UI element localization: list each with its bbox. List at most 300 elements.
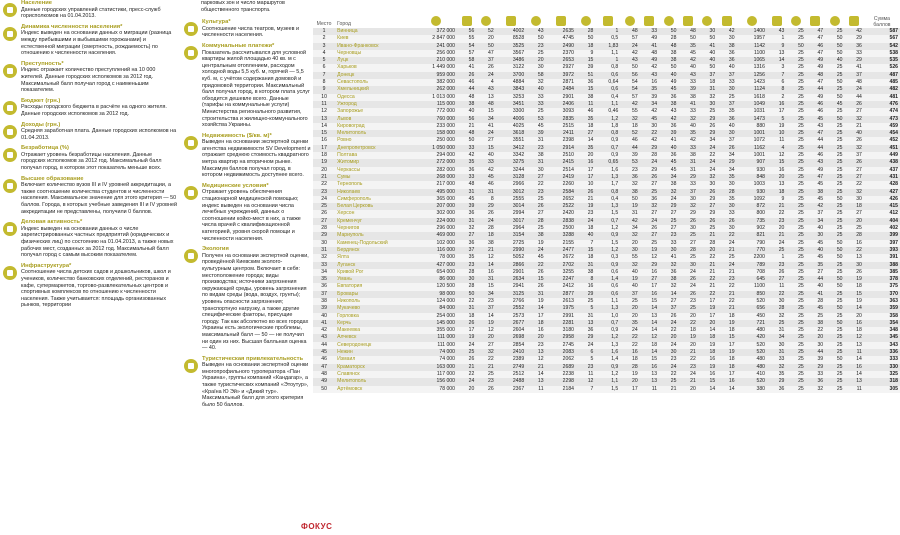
value-cell: 30 xyxy=(659,247,678,254)
value-cell: 30 xyxy=(717,130,736,137)
value-cell: 57 xyxy=(620,35,639,42)
legend-text: Отражает уровень обеспечения стационарной медицинской помощью; индекс выведен на основании числа лечебных учреждений, данных о соотношении койко-мест в них, а также числа врачей с квалификационной категорией, уровня скорой помощи и численности населения. xyxy=(202,189,301,242)
value-cell: 26 xyxy=(476,386,495,393)
value-cell: 31 xyxy=(457,218,476,225)
value-cell: 1,6 xyxy=(595,349,620,356)
value-cell: 38 xyxy=(526,232,545,239)
place-cell: 38 xyxy=(313,298,335,305)
value-cell: 1400 xyxy=(737,28,767,35)
legend-entry xyxy=(2,61,178,94)
value-cell: 16 xyxy=(526,327,545,334)
value-cell: 27 xyxy=(526,210,545,217)
value-cell: 30 xyxy=(698,28,717,35)
value-cell: 29 xyxy=(576,291,595,298)
place-cell: 13 xyxy=(313,116,335,123)
header-criterion xyxy=(825,0,844,28)
value-cell: 24 xyxy=(659,196,678,203)
score-cell: 485 xyxy=(864,79,900,86)
value-cell: 44 xyxy=(844,94,863,101)
value-cell: 25 xyxy=(698,225,717,232)
value-cell: 19 xyxy=(698,342,717,349)
value-cell: 16 xyxy=(620,349,639,356)
value-cell: 17 xyxy=(717,371,736,378)
value-cell: 1001 xyxy=(737,130,767,137)
value-cell: 38 xyxy=(717,43,736,50)
value-cell: 12 xyxy=(476,254,495,261)
value-cell: 13 xyxy=(767,181,786,188)
value-cell: 145 000 xyxy=(415,320,457,327)
value-cell: 262 000 xyxy=(415,86,457,93)
value-cell: 18 xyxy=(698,349,717,356)
value-cell: 47 xyxy=(806,79,825,86)
value-cell: 29 xyxy=(698,210,717,217)
value-cell: 1,2 xyxy=(595,225,620,232)
value-cell: 21 xyxy=(717,305,736,312)
value-cell: 25 xyxy=(640,240,659,247)
value-cell: 45 xyxy=(526,254,545,261)
value-cell: 0,65 xyxy=(595,159,620,166)
value-cell: 46 xyxy=(806,152,825,159)
value-cell: 18 xyxy=(576,43,595,50)
value-cell: 41 xyxy=(640,43,659,50)
value-cell: 50 xyxy=(526,35,545,42)
value-cell: 0,4 xyxy=(595,196,620,203)
value-cell: 32 xyxy=(844,145,863,152)
legend-entry xyxy=(183,19,311,39)
value-cell: 930 xyxy=(737,167,767,174)
value-cell: 1,83 xyxy=(595,43,620,50)
value-cell: 48 xyxy=(457,181,476,188)
value-cell: 19 xyxy=(620,371,639,378)
value-cell: 7 xyxy=(576,240,595,247)
value-cell: 18 xyxy=(678,327,697,334)
handcuffs-icon xyxy=(481,16,491,26)
header-criterion xyxy=(620,0,639,28)
value-cell: 49 xyxy=(659,79,678,86)
value-cell: 42 xyxy=(844,28,863,35)
value-cell: 18 xyxy=(844,327,863,334)
value-cell: 26 xyxy=(457,320,476,327)
value-cell: 20 xyxy=(526,57,545,64)
header-criterion xyxy=(698,0,717,28)
value-cell: 34 xyxy=(620,225,639,232)
value-cell: 1975 xyxy=(546,305,576,312)
value-cell: 33 xyxy=(476,159,495,166)
legend-entry xyxy=(183,43,311,129)
value-cell: 13 xyxy=(576,320,595,327)
value-cell: 37 xyxy=(717,101,736,108)
value-cell: 17 xyxy=(698,313,717,320)
value-cell: 18 xyxy=(576,225,595,232)
legend-entry xyxy=(2,145,178,171)
score-cell: 385 xyxy=(864,269,900,276)
value-cell: 54 xyxy=(620,86,639,93)
value-cell: 35 xyxy=(457,254,476,261)
value-cell: 25 xyxy=(825,28,844,35)
value-cell: 50 xyxy=(825,240,844,247)
value-cell: 27 xyxy=(576,130,595,137)
value-cell: 29 xyxy=(678,174,697,181)
value-cell: 25 xyxy=(786,64,805,71)
city-cell: Севастополь xyxy=(335,79,415,86)
value-cell: 18 xyxy=(717,356,736,363)
score-cell: 487 xyxy=(864,72,900,79)
value-cell: 25 xyxy=(717,94,736,101)
place-cell: 26 xyxy=(313,210,335,217)
value-cell: 25 xyxy=(786,72,805,79)
header-criterion xyxy=(786,0,805,28)
score-cell: 330 xyxy=(864,364,900,371)
value-cell: 40 xyxy=(717,64,736,71)
value-cell: 42 xyxy=(640,108,659,115)
city-cell: Нежин xyxy=(335,349,415,356)
value-cell: 27 xyxy=(844,108,863,115)
value-cell: 21 xyxy=(698,283,717,290)
value-cell: 42 xyxy=(620,218,639,225)
value-cell: 15 xyxy=(476,283,495,290)
value-cell: 1,1 xyxy=(595,298,620,305)
value-cell: 26 xyxy=(526,203,545,210)
value-cell: 26 xyxy=(476,64,495,71)
value-cell: 25 xyxy=(786,276,805,283)
value-cell: 25 xyxy=(806,313,825,320)
value-cell: 20 xyxy=(844,313,863,320)
value-cell: 25 xyxy=(825,152,844,159)
value-cell: 7 xyxy=(767,72,786,79)
value-cell: 25 xyxy=(825,145,844,152)
place-cell: 27 xyxy=(313,218,335,225)
city-cell: Сумы xyxy=(335,174,415,181)
value-cell: 25 xyxy=(786,378,805,385)
value-cell: 28 xyxy=(767,305,786,312)
table-row xyxy=(313,152,900,159)
city-cell: Горловка xyxy=(335,313,415,320)
value-cell: 16 xyxy=(698,371,717,378)
value-cell: 28 xyxy=(678,247,697,254)
table-row xyxy=(313,43,900,50)
handcuffs-icon xyxy=(3,64,17,78)
value-cell: 24 xyxy=(659,342,678,349)
value-cell: 1,2 xyxy=(595,116,620,123)
value-cell: 1,3 xyxy=(595,305,620,312)
value-cell: 25 xyxy=(786,232,805,239)
value-cell: 163 000 xyxy=(415,364,457,371)
value-cell: 25 xyxy=(825,159,844,166)
value-cell: 1,0 xyxy=(595,313,620,320)
value-cell: 372 000 xyxy=(415,28,457,35)
legend-title: Бюджет (грн.) xyxy=(21,97,61,104)
score-cell: 482 xyxy=(864,86,900,93)
score-cell: 452 xyxy=(864,137,900,144)
value-cell: 26 xyxy=(698,189,717,196)
value-cell: 2367 xyxy=(496,386,526,393)
value-cell: 34 xyxy=(767,334,786,341)
value-cell: 33 xyxy=(844,50,863,57)
city-cell: Бердянск xyxy=(335,247,415,254)
value-cell: 17 xyxy=(576,167,595,174)
header-criterion xyxy=(767,0,786,28)
value-cell: 18 xyxy=(844,203,863,210)
value-cell: 46 xyxy=(806,108,825,115)
value-cell: 25 xyxy=(786,349,805,356)
value-cell: 772 000 xyxy=(415,108,457,115)
legend-entry xyxy=(2,176,178,216)
value-cell: 654 000 xyxy=(415,269,457,276)
value-cell: 18 xyxy=(476,232,495,239)
value-cell: 2725 xyxy=(496,240,526,247)
value-cell: 25 xyxy=(678,254,697,261)
value-cell: 3486 xyxy=(496,57,526,64)
value-cell: 520 xyxy=(737,298,767,305)
value-cell: 48 xyxy=(844,79,863,86)
value-cell: 19 xyxy=(457,334,476,341)
value-cell: 20 xyxy=(678,386,697,393)
value-cell: 2702 xyxy=(546,262,576,269)
value-cell: 38 xyxy=(476,240,495,247)
value-cell: 20 xyxy=(698,247,717,254)
score-cell: 481 xyxy=(864,94,900,101)
place-cell: 5 xyxy=(313,57,335,64)
value-cell: 40 xyxy=(698,50,717,57)
table-row xyxy=(313,320,900,327)
legend-text: Выведен на основании экспертной оценки агентства недвижимости SV Development и отражает среднюю стоимость квадратного метра квартир на вторичном рынке. Максимум баллов получал город, в котором недвижимость доступнее всего. xyxy=(202,139,311,179)
score-cell: 375 xyxy=(864,283,900,290)
city-cell: Бровары xyxy=(335,291,415,298)
value-cell: 25 xyxy=(767,320,786,327)
legend-title: Коммунальные платежи* xyxy=(202,42,275,49)
value-cell: 21 xyxy=(698,269,717,276)
value-cell: 24 xyxy=(678,269,697,276)
city-cell: Херсон xyxy=(335,210,415,217)
value-cell: 46 xyxy=(806,101,825,108)
legend-title: Экология xyxy=(202,246,229,253)
value-cell: 27 xyxy=(640,181,659,188)
value-cell: 20 xyxy=(806,334,825,341)
table-row xyxy=(313,225,900,232)
value-cell: 30 xyxy=(620,247,639,254)
value-cell: 25 xyxy=(825,72,844,79)
table-row xyxy=(313,283,900,290)
table-row xyxy=(313,371,900,378)
place-cell: 29 xyxy=(313,232,335,239)
value-cell: 25 xyxy=(786,35,805,42)
value-cell: 18 xyxy=(576,254,595,261)
value-cell: 31 xyxy=(576,313,595,320)
score-cell: 354 xyxy=(864,320,900,327)
value-cell: 14 xyxy=(640,349,659,356)
legend-title: Динамика численности населения* xyxy=(21,23,123,30)
score-cell: 415 xyxy=(864,203,900,210)
value-cell: 21 xyxy=(476,364,495,371)
value-cell: 34 xyxy=(698,137,717,144)
value-cell: 39 xyxy=(640,94,659,101)
value-cell: 2484 xyxy=(546,86,576,93)
value-cell: 22 xyxy=(678,320,697,327)
value-cell: 760 000 xyxy=(415,116,457,123)
value-cell: 25 xyxy=(786,79,805,86)
value-cell: 18 xyxy=(767,189,786,196)
score-cell: 343 xyxy=(864,342,900,349)
value-cell: 27 xyxy=(457,232,476,239)
header-criterion xyxy=(659,0,678,28)
value-cell: 2155 xyxy=(546,240,576,247)
value-cell: 656 xyxy=(737,305,767,312)
value-cell: 29 xyxy=(640,145,659,152)
place-cell: 44 xyxy=(313,342,335,349)
value-cell: 2 xyxy=(767,94,786,101)
value-cell: 32 xyxy=(698,174,717,181)
value-cell: 790 xyxy=(737,240,767,247)
value-cell: 21 xyxy=(717,247,736,254)
value-cell: 16 xyxy=(767,101,786,108)
value-cell: 31 xyxy=(767,349,786,356)
value-cell: 28 xyxy=(476,225,495,232)
legend-title: Преступность* xyxy=(21,60,64,67)
value-cell: 24 xyxy=(659,364,678,371)
table-row xyxy=(313,137,900,144)
value-cell: 2398 xyxy=(546,137,576,144)
value-cell: 29 xyxy=(717,159,736,166)
value-cell: 35 xyxy=(806,262,825,269)
value-cell: 25 xyxy=(825,342,844,349)
value-cell: 31 xyxy=(526,159,545,166)
value-cell: 42 xyxy=(640,137,659,144)
value-cell: 233 000 xyxy=(415,123,457,130)
value-cell: 1,4 xyxy=(595,276,620,283)
value-cell: 23 xyxy=(767,218,786,225)
value-cell: 26 xyxy=(844,159,863,166)
value-cell: 3567 xyxy=(496,50,526,57)
legend-title: Недвижимость ($/кв. м)* xyxy=(202,132,272,139)
value-cell: 25 xyxy=(526,108,545,115)
value-cell: 721 xyxy=(737,320,767,327)
value-cell: 254 000 xyxy=(415,313,457,320)
value-cell: 21 xyxy=(698,232,717,239)
value-cell: 50 xyxy=(698,64,717,71)
value-cell: 50 xyxy=(457,137,476,144)
value-cell: 25 xyxy=(825,181,844,188)
value-cell: 27 xyxy=(844,174,863,181)
helmet-icon xyxy=(3,222,17,236)
city-cell: Ужгород xyxy=(335,101,415,108)
value-cell: 25 xyxy=(825,232,844,239)
value-cell: 2766 xyxy=(496,298,526,305)
value-cell: 207 000 xyxy=(415,203,457,210)
value-cell: 1 050 000 xyxy=(415,145,457,152)
place-cell: 2 xyxy=(313,35,335,42)
value-cell: 25 xyxy=(786,298,805,305)
table-row xyxy=(313,247,900,254)
value-cell: 49 xyxy=(806,64,825,71)
value-cell: 40 xyxy=(678,64,697,71)
city-cell: Северодонецк xyxy=(335,342,415,349)
place-cell: 10 xyxy=(313,94,335,101)
value-cell: 5 xyxy=(767,116,786,123)
value-cell: 1 xyxy=(767,35,786,42)
value-cell: 24 xyxy=(620,43,639,50)
score-cell: 587 xyxy=(864,28,900,35)
value-cell: 48 xyxy=(678,28,697,35)
value-cell: 6 xyxy=(576,349,595,356)
value-cell: 32 xyxy=(620,116,639,123)
value-cell: 1065 xyxy=(737,57,767,64)
value-cell: 45 xyxy=(806,305,825,312)
value-cell: 25 xyxy=(767,247,786,254)
value-cell: 38 xyxy=(659,181,678,188)
table-header-row xyxy=(313,0,900,28)
city-cell: Донецк xyxy=(335,72,415,79)
value-cell: 42 xyxy=(620,101,639,108)
value-cell: 450 xyxy=(737,313,767,320)
value-cell: 25 xyxy=(786,386,805,393)
value-cell: 25 xyxy=(825,123,844,130)
value-cell: 46 xyxy=(620,137,639,144)
value-cell: 24 xyxy=(640,218,659,225)
value-cell: 1,8 xyxy=(595,123,620,130)
value-cell: 20 xyxy=(767,174,786,181)
value-cell: 4002 xyxy=(496,28,526,35)
score-cell: 359 xyxy=(864,305,900,312)
value-cell: 30 xyxy=(526,167,545,174)
value-cell: 17 xyxy=(620,386,639,393)
value-cell: 26 xyxy=(717,218,736,225)
value-cell: 2749 xyxy=(496,364,526,371)
legend-text: Средняя заработная плата. Данные городских исполкомов на 01.04.2013. xyxy=(21,128,177,141)
value-cell: 18 xyxy=(717,313,736,320)
value-cell: 45 xyxy=(678,50,697,57)
value-cell: 26 xyxy=(476,210,495,217)
value-cell: 22 xyxy=(526,262,545,269)
value-cell: 21 xyxy=(698,262,717,269)
value-cell: 50 xyxy=(476,43,495,50)
helmet-icon xyxy=(603,16,613,26)
value-cell: 0,64 xyxy=(595,79,620,86)
value-cell: 25 xyxy=(717,254,736,261)
value-cell: 48 xyxy=(457,94,476,101)
header-criterion xyxy=(526,0,545,28)
place-cell: 35 xyxy=(313,276,335,283)
value-cell: 1,6 xyxy=(595,167,620,174)
table-row xyxy=(313,50,900,57)
value-cell: 58 xyxy=(457,57,476,64)
score-cell: 305 xyxy=(864,386,900,393)
value-cell: 25 xyxy=(526,225,545,232)
value-cell: 22 xyxy=(457,371,476,378)
value-cell: 15 xyxy=(844,291,863,298)
value-cell: 41 xyxy=(678,101,697,108)
value-cell: 256 000 xyxy=(415,50,457,57)
value-cell: 23 xyxy=(526,43,545,50)
city-cell: Черкассы xyxy=(335,167,415,174)
value-cell: 25 xyxy=(457,349,476,356)
table-row xyxy=(313,378,900,385)
value-cell: 25 xyxy=(786,225,805,232)
value-cell: 33 xyxy=(678,181,697,188)
value-cell: 40 xyxy=(825,57,844,64)
value-cell: 25 xyxy=(786,167,805,174)
place-cell: 48 xyxy=(313,371,335,378)
table-row xyxy=(313,364,900,371)
value-cell: 0,5 xyxy=(595,35,620,42)
value-cell: 19 xyxy=(717,320,736,327)
value-cell: 14 xyxy=(698,327,717,334)
value-cell: 53 xyxy=(620,159,639,166)
value-cell: 22 xyxy=(526,181,545,188)
value-cell: 25 xyxy=(825,386,844,393)
value-cell: 22 xyxy=(457,298,476,305)
city-cell: Кременчуг xyxy=(335,218,415,225)
legend-text: Получен на основании экспертной оценки, проведённой Киевским эколого-культурным центром. Включает в себя: местоположение города; виды производства; источники загрязнения окружающей среды, уровень загрязнения по видам среды (вода, воздух, грунты); уровень опасности загрязнения; транспортную нагрузку, а также другие специфические факторы, присущие городу. Так как абсолютно во всех городах Украины есть экологические проблемы, максимальный балл — 50 — не получил ни один из них. Высшая балльная оценка — 40. xyxy=(202,252,309,352)
